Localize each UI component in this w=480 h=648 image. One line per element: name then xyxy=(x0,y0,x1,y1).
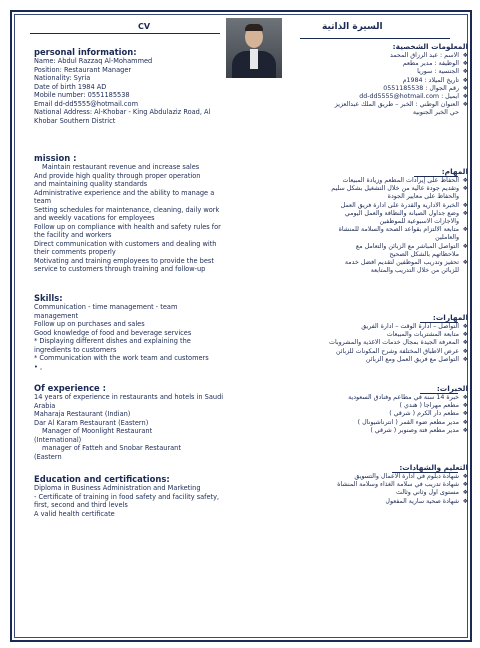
ar-experience-item xyxy=(258,419,468,427)
arabic-skills-section xyxy=(258,313,468,364)
ar-education-text: مستوى أول وثاني وثالث xyxy=(396,489,459,497)
ar-personal-item xyxy=(258,52,468,60)
en-education-line: Diploma in Business Administration and Marketing xyxy=(34,484,201,492)
en-experience-line: Manager of Moonlight Restaurant xyxy=(42,427,153,435)
en-mission-line: Setting schedules for maintenance, cleaning, daily work xyxy=(34,205,220,214)
en-personal-line: Khobar Southern District xyxy=(34,116,116,125)
ar-mission-text: التواصل المباشر مع الزبائن والتعامل مع xyxy=(355,242,459,250)
ar-personal-item xyxy=(258,60,468,68)
bullet-icon: ❖ xyxy=(462,410,468,418)
bullet-icon: ❖ xyxy=(462,93,468,101)
arabic-mission-section xyxy=(258,167,468,275)
ar-skills-text: التواصل مع فريق العمل ومع الزبائن xyxy=(365,355,459,363)
en-mission-line: and weekly vacations for employees xyxy=(34,214,155,222)
ar-skills-text: المعرفة الجيدة بمجال خدمات الأغذية والمشروبات xyxy=(329,339,459,347)
ar-education-text: شهادة دبلوم في أدارة الاعمال والتسويق xyxy=(354,473,459,480)
arabic-skills-heading: المهارات: xyxy=(432,313,468,322)
arabic-experience-section xyxy=(258,384,468,435)
en-education-line: - Certificate of training in food safety and facility safety, xyxy=(34,492,220,501)
ar-personal-item xyxy=(258,68,468,76)
bullet-icon: ❖ xyxy=(462,331,468,339)
ar-mission-item xyxy=(258,202,468,210)
ar-mission-text: للزبائن من خلال التدريب والمتابعة xyxy=(370,267,459,275)
ar-personal-text: ايميل : dd-dd5555@hotmail.com xyxy=(359,93,459,101)
en-personal-line: Nationality: Syria xyxy=(34,74,91,82)
bullet-icon: ❖ xyxy=(462,259,468,267)
ar-personal-item xyxy=(258,85,468,93)
skills-section xyxy=(34,293,264,371)
en-skills-line: Communication - time management - team xyxy=(34,303,178,311)
ar-mission-text: ملاحظاتهم بالشكل الصحيح xyxy=(389,250,459,258)
ar-mission-item xyxy=(258,259,468,267)
bullet-icon: ❖ xyxy=(462,339,468,347)
arabic-mission-underline xyxy=(414,176,458,177)
cv-title-rule xyxy=(30,33,220,34)
experience-section xyxy=(34,383,264,461)
ar-mission-text: تحفيز وتدريب الموظفين لتقديم أفضل خدمة xyxy=(344,259,459,267)
ar-skills-text: التواصل – ادارة الوقت – ادارة الفريق xyxy=(361,323,459,330)
ar-personal-text: الوظيفة : مدير مطعم xyxy=(402,60,459,68)
arabic-personal-info-section xyxy=(258,42,468,118)
ar-mission-text: وضع جداول الصيانة والنظافة والعمل اليومي xyxy=(344,209,459,217)
bullet-icon: ❖ xyxy=(462,497,468,505)
bullet-icon: ❖ xyxy=(462,426,468,434)
education-section xyxy=(34,474,264,518)
personal-info-section xyxy=(34,47,264,125)
en-personal-line: Date of birth 1984 AD xyxy=(34,82,107,91)
ar-experience-text: خبرة 14 سنة في مطاعم وفنادق السعودية xyxy=(348,394,459,401)
arabic-experience-heading: الخبرات: xyxy=(436,384,468,393)
ar-personal-item xyxy=(258,77,468,85)
ar-education-item xyxy=(258,481,468,489)
en-experience-line: Arabia xyxy=(34,401,56,410)
en-experience-line: (International) xyxy=(34,435,82,444)
ar-experience-text: مدير مطعم فتة وصنوبر ( شرقي ) xyxy=(370,426,459,434)
ar-mission-item xyxy=(258,185,468,193)
ar-personal-item xyxy=(258,93,468,101)
ar-mission-text: والاجازات الاسبوعية للموظفين xyxy=(379,218,459,226)
en-personal-line: Email dd-dd5555@hotmail.com xyxy=(34,99,138,108)
ar-experience-item xyxy=(258,410,468,418)
en-skills-line: Follow up on purchases and sales xyxy=(34,320,145,328)
en-skills-line: * Displaying different dishes and explaining the xyxy=(34,337,191,345)
bullet-icon: ❖ xyxy=(462,355,468,363)
arabic-skills-underline xyxy=(420,322,458,323)
ar-mission-item xyxy=(258,210,468,218)
bullet-icon: ❖ xyxy=(462,242,468,250)
ar-mission-text: متابعة الالتزام بقواعد الصحة والسلامة للمنشأة xyxy=(338,226,459,234)
en-education-line: A valid health certificate xyxy=(34,509,115,518)
bullet-icon: ❖ xyxy=(462,201,468,209)
arabic-mission-heading: المهام: xyxy=(441,167,468,176)
bullet-icon: ❖ xyxy=(462,52,468,59)
en-skills-line: ingredients to customers xyxy=(34,345,117,354)
ar-skills-item xyxy=(258,356,468,364)
en-skills-line: • , xyxy=(34,362,43,371)
bullet-icon: ❖ xyxy=(462,68,468,76)
ar-education-item xyxy=(258,473,468,481)
bullet-icon: ❖ xyxy=(462,489,468,497)
ar-personal-text: الاسم : عبد الرزاق المحمد xyxy=(389,52,459,59)
en-mission-line: and maintaining quality standards xyxy=(34,180,148,188)
en-mission-line: the facility and workers xyxy=(34,231,112,239)
bullet-icon: ❖ xyxy=(462,481,468,489)
en-education-line: first, second and third levels xyxy=(34,501,128,509)
ar-personal-item xyxy=(258,101,468,109)
ar-experience-text: مدير مطعم ضوء القمر ( انترناشيونال ) xyxy=(357,418,459,426)
ar-skills-item xyxy=(258,323,468,331)
ar-personal-text: الجنسية : سوريا xyxy=(417,68,459,76)
ar-experience-text: مطعم مهراجا ( هندي ) xyxy=(399,402,459,410)
bullet-icon: ❖ xyxy=(462,209,468,217)
ar-personal-text: رقم الجوال : 0551185538 xyxy=(383,84,459,92)
ar-mission-text: والعاملين xyxy=(435,234,459,242)
ar-skills-item xyxy=(258,339,468,347)
ar-experience-text: مطعم دار الكرم ( شرقي ) xyxy=(389,410,459,418)
bullet-icon: ❖ xyxy=(462,394,468,401)
en-personal-line: Mobile number: 0551185538 xyxy=(34,91,130,99)
ar-personal-text: حي الخبر الجنوبية xyxy=(412,109,459,117)
bullet-icon: ❖ xyxy=(462,101,468,109)
ar-mission-text: وتقديم جودة عالية من خلال التشغيل بشكل سليم xyxy=(331,185,459,193)
en-skills-line: management xyxy=(34,311,79,320)
experience-heading: Of experience : xyxy=(34,383,106,393)
en-experience-line: (Eastern xyxy=(34,452,62,461)
arabic-experience-underline xyxy=(420,393,458,394)
bullet-icon: ❖ xyxy=(462,347,468,355)
ar-mission-item xyxy=(258,218,468,226)
skills-heading: Skills: xyxy=(34,293,63,303)
ar-mission-item xyxy=(258,267,468,275)
en-mission-line: And provide high quality through proper operation xyxy=(34,171,201,180)
ar-skills-text: متابعة المشتريات والمبيعات xyxy=(386,331,459,339)
ar-mission-item xyxy=(258,251,468,259)
en-mission-line: service to customers through training and follow-up xyxy=(34,265,206,273)
en-experience-line: Dar Al Karam Restaurant (Eastern) xyxy=(34,418,149,427)
bullet-icon: ❖ xyxy=(462,226,468,234)
en-personal-line: Name: Abdul Razzaq Al-Mohammed xyxy=(34,57,153,65)
en-mission-line: Motivating and training employees to provide the best xyxy=(34,256,214,265)
en-experience-line: 14 years of experience in restaurants and hotels in Saudi xyxy=(34,393,224,401)
ar-experience-item xyxy=(258,427,468,435)
ar-personal-item xyxy=(258,109,468,117)
ar-education-text: شهادة تدريب في سلامة الغذاء وسلامة المنشأة xyxy=(337,481,459,489)
ar-mission-text: الخبرة الادارية والقدرة على ادارة فريق العمل xyxy=(340,201,459,209)
ar-mission-item xyxy=(258,177,468,185)
ar-experience-item xyxy=(258,402,468,410)
ar-mission-text: الحفاظ على إيرادات المطعم وزيادة المبيعات xyxy=(342,177,459,184)
ar-mission-text: والحفاظ على معايير الجودة xyxy=(387,193,459,201)
arabic-education-section xyxy=(258,463,468,506)
ar-personal-text: تاريخ الميلاد : 1984م xyxy=(402,76,459,84)
mission-section xyxy=(34,153,264,274)
en-experience-line: Maharaja Restaurant (Indian) xyxy=(34,410,131,418)
en-personal-line: Position: Restaurant Manager xyxy=(34,65,132,74)
cv-title: CV xyxy=(138,22,151,31)
ar-education-item xyxy=(258,489,468,497)
arabic-cv-title: السيرة الذاتية xyxy=(322,22,383,32)
en-mission-line: Follow up on compliance with health and safety rules for xyxy=(34,222,221,231)
en-skills-line: * Communication with the work team and customers xyxy=(34,354,209,362)
arabic-personal-info-heading: المعلومات الشخصية: xyxy=(392,42,468,51)
en-skills-line: Good knowledge of food and beverage services xyxy=(34,328,192,337)
arabic-education-underline xyxy=(392,472,458,473)
ar-experience-item xyxy=(258,394,468,402)
ar-education-item xyxy=(258,498,468,506)
bullet-icon: ❖ xyxy=(462,418,468,426)
en-mission-line: Administrative experience and the ability to manage a xyxy=(34,188,215,197)
arabic-education-heading: التعليم والشهادات: xyxy=(399,463,468,472)
bullet-icon: ❖ xyxy=(462,185,468,193)
ar-mission-item xyxy=(258,226,468,234)
ar-personal-text: العنوان الوطني : الخبر – طريق الملك عبدالعزيز xyxy=(334,101,459,109)
en-mission-line: Direct communication with customers and dealing with xyxy=(34,239,217,248)
bullet-icon: ❖ xyxy=(462,402,468,410)
ar-skills-item xyxy=(258,331,468,339)
en-mission-line: Maintain restaurant revenue and increase sales xyxy=(42,163,200,171)
ar-mission-item xyxy=(258,234,468,242)
personal-info-heading: personal information: xyxy=(34,47,137,57)
ar-skills-text: عرض الأطباق المختلفة وشرح المكونات للزبائن xyxy=(335,347,459,355)
bullet-icon: ❖ xyxy=(462,177,468,184)
mission-heading: mission : xyxy=(34,153,77,163)
education-heading: Education and certifications: xyxy=(34,474,170,484)
en-experience-line: manager of Fatteh and Snobar Restaurant xyxy=(42,444,181,452)
bullet-icon: ❖ xyxy=(462,60,468,68)
en-mission-line: team xyxy=(34,197,52,205)
bullet-icon: ❖ xyxy=(462,76,468,84)
bullet-icon: ❖ xyxy=(462,84,468,92)
bullet-icon: ❖ xyxy=(462,323,468,330)
en-personal-line: National Address: Al-Khobar - King Abdulaziz Road, Al xyxy=(34,108,211,116)
arabic-title-rule xyxy=(300,38,450,39)
ar-mission-item xyxy=(258,193,468,201)
ar-skills-item xyxy=(258,348,468,356)
ar-mission-item xyxy=(258,243,468,251)
ar-education-text: شهادة صحية سارية المفعول xyxy=(385,497,459,505)
bullet-icon: ❖ xyxy=(462,473,468,480)
en-mission-line: their comments properly xyxy=(34,248,116,256)
